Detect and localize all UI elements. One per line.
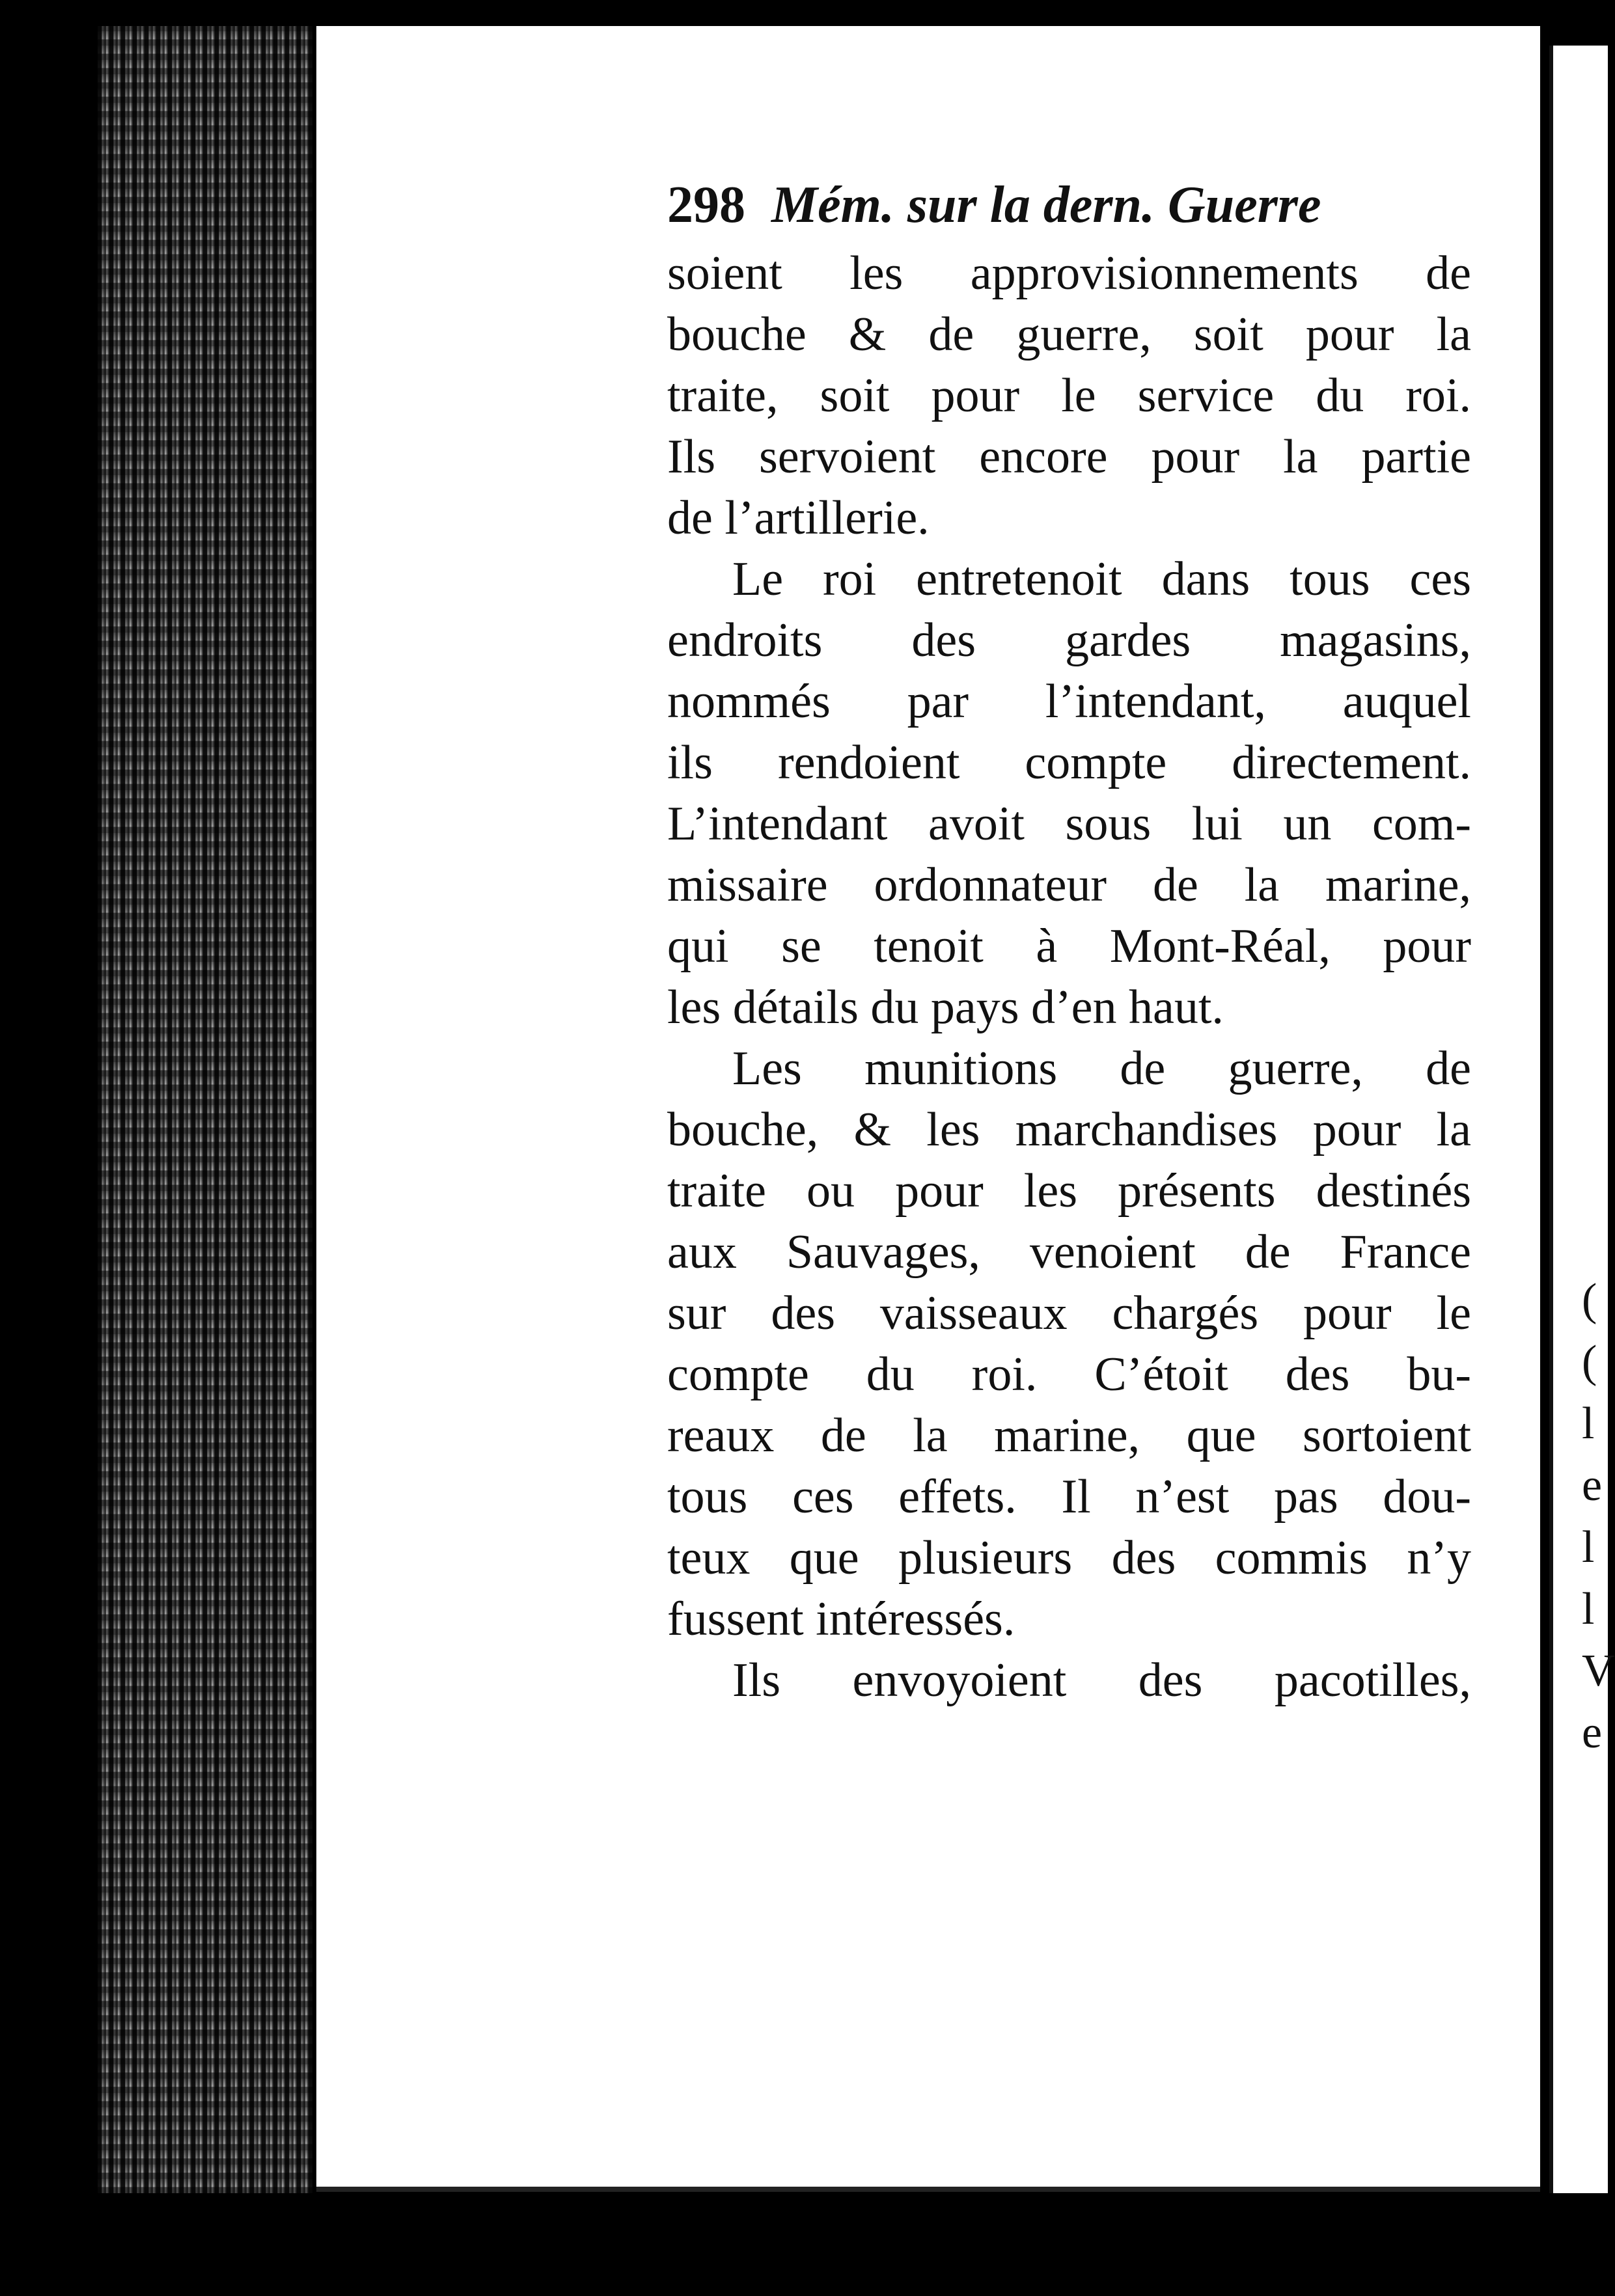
text-line: ils rendoient compte directement. [667,736,1471,789]
page-number: 298 [667,176,745,234]
running-title: Mém. sur la dern. Guerre [771,176,1321,234]
text-line: tous ces effets. Il n’est pas dou- [667,1470,1471,1524]
text-line: missaire ordonnateur de la marine, [667,858,1471,912]
text-line: sur des vaisseaux chargés pour le [667,1287,1471,1340]
text-line: bouche & de guerre, soit pour la [667,308,1471,361]
text-line: teux que plusieurs des commis n’y [667,1531,1471,1585]
text-line: fussent intéressés. [667,1592,1015,1646]
text-line: reaux de la marine, que sortoient [667,1409,1471,1462]
text-line: qui se tenoit à Mont-Réal, pour [667,920,1471,973]
text-line: endroits des gardes magasins, [667,614,1471,667]
facing-page-letter-fragments: ( ( l e l l V e [1582,1275,1615,1758]
text-line: les détails du pays d’en haut. [667,981,1224,1034]
text-line: Les munitions de guerre, de [732,1042,1471,1095]
text-line: compte du roi. C’étoit des bu- [667,1348,1471,1401]
text-line: bouche, & les marchandises pour la [667,1103,1471,1156]
text-line: Ils envoyoient des pacotilles, [732,1654,1471,1707]
page-text-block [667,176,1471,1711]
text-line: traite ou pour les présents destinés [667,1164,1471,1218]
facing-page-edge [1549,46,1615,2193]
running-head [667,176,1471,235]
book-page-edges-texture [98,26,312,2193]
text-line: aux Sauvages, venoient de France [667,1225,1471,1279]
text-line: soient les approvisionnements de [667,247,1471,300]
text-line: nommés par l’intendant, auquel [667,675,1471,728]
text-line: L’intendant avoit sous lui un com- [667,797,1471,851]
text-line: Ils servoient encore pour la partie [667,430,1471,484]
text-line: de l’artillerie. [667,491,930,545]
text-line: Le roi entretenoit dans tous ces [732,553,1471,606]
text-line: traite, soit pour le service du roi. [667,369,1471,422]
